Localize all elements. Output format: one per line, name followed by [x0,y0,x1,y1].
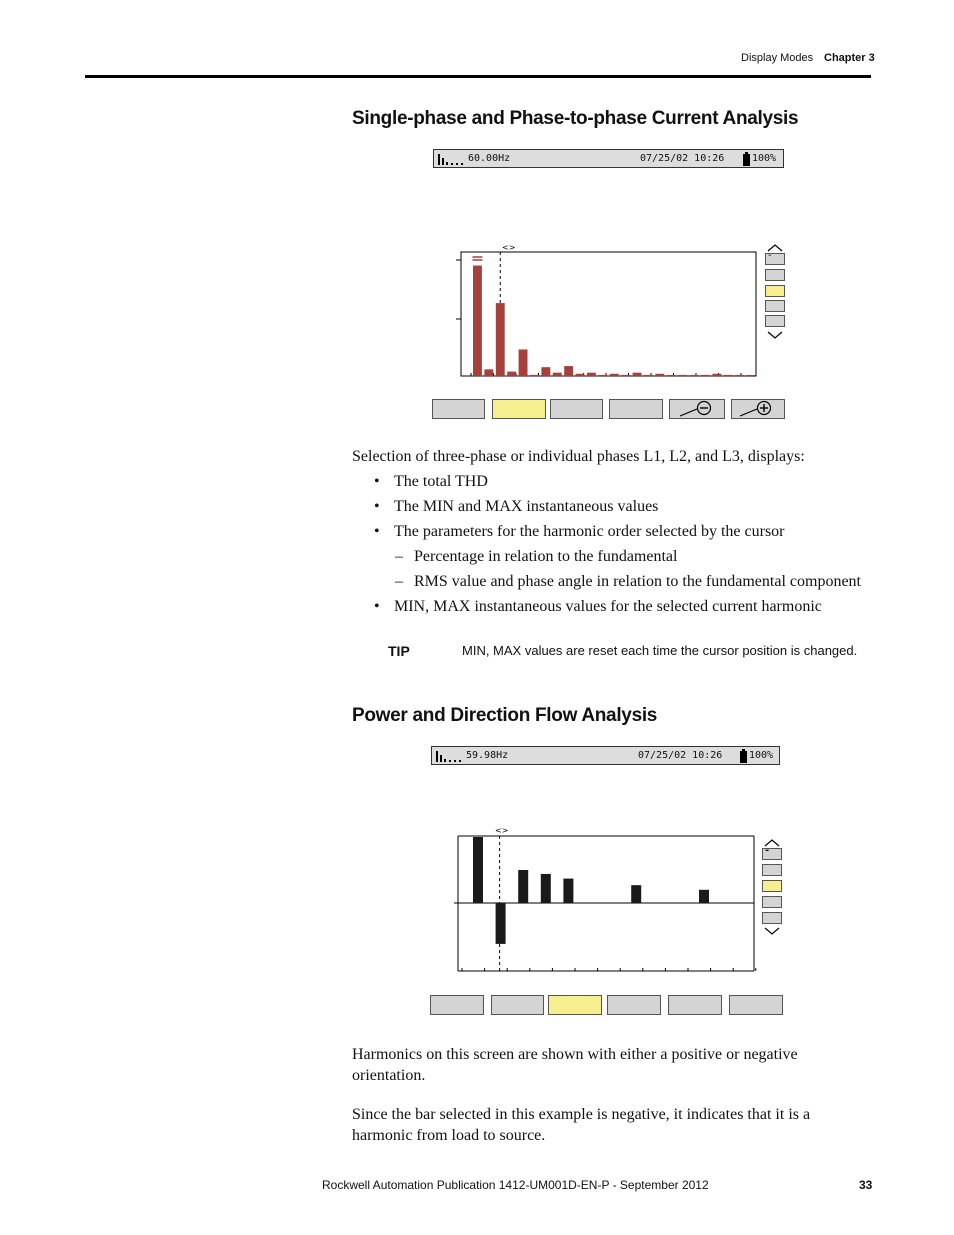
minus-label: - [768,250,772,261]
section-title-power-flow: Power and Direction Flow Analysis [352,705,658,726]
function-button-5[interactable] [668,995,722,1015]
plot-frame [461,252,756,376]
side-button-3[interactable] [765,285,785,297]
frequency-readout: 60.00Hz [468,153,511,164]
zoom-in-icon [732,400,784,418]
header-rule [85,75,871,78]
side-button-4[interactable] [762,896,782,908]
harmonic-bar [690,375,699,376]
function-button-4[interactable] [609,399,663,419]
harmonic-bar [701,375,710,376]
function-button-3[interactable] [548,995,602,1015]
harmonic-bar [541,874,551,903]
harmonic-bar [587,373,596,376]
harmonic-bar [507,372,516,376]
zoom-out-button[interactable] [669,399,725,419]
side-button-5[interactable] [762,912,782,924]
harmonic-bar [473,266,482,376]
status-bar [431,746,780,765]
datetime-readout: 07/25/02 10:26 [638,750,723,761]
zoom-in-button[interactable] [731,399,785,419]
sub-bullet-percentage: Percentage in relation to the fundamental [414,548,678,565]
function-button-1[interactable] [432,399,485,419]
bullet-dot: • [374,473,380,490]
harmonic-bar [747,375,756,376]
bullet-min-max-harmonic: MIN, MAX instantaneous values for the selected current harmonic [394,598,822,615]
tip-label: TIP [388,643,410,659]
running-header-section: Display Modes [741,52,814,64]
minus-label: - [765,845,770,856]
sub-bullet-dash: – [395,573,403,590]
harmonic-bar [563,879,573,903]
function-button-3[interactable] [550,399,603,419]
bullet-parameters: The parameters for the harmonic order selected by the cursor [394,523,785,540]
battery-icon [743,152,751,166]
function-button-2[interactable] [492,399,546,419]
scroll-down-icon[interactable] [766,331,784,340]
bullet-dot: • [374,598,380,615]
intro-paragraph: Selection of three-phase or individual phases L1, L2, and L3, displays: [352,448,805,465]
current-harmonics-chart [452,240,758,382]
function-button-1[interactable] [430,995,484,1015]
function-button-2[interactable] [491,995,544,1015]
bullet-min-max: The MIN and MAX instantaneous values [394,498,659,515]
harmonic-bar [553,373,562,376]
harmonic-bar [530,375,539,376]
battery-readout: 100% [749,750,774,761]
frequency-readout: 59.98Hz [466,750,509,761]
harmonic-bar [621,375,630,376]
harmonic-bar [564,366,573,376]
function-button-6[interactable] [729,995,783,1015]
status-bar [433,149,784,168]
harmonic-bar [473,837,483,903]
page-number: 33 [859,1178,873,1192]
power-flow-chart [452,824,758,976]
harmonics-icon [435,749,465,763]
cursor-marker: <> [495,826,509,835]
harmonic-bar [484,369,493,376]
battery-readout: 100% [752,153,777,164]
harmonic-bar [633,373,642,376]
harmonic-bar [541,367,550,376]
harmonic-bar [631,885,641,903]
bullet-dot: • [374,523,380,540]
side-button-2[interactable] [765,269,785,281]
harmonic-bar [712,374,721,376]
sub-bullet-rms: RMS value and phase angle in relation to the fundamental component [414,573,861,590]
running-header-chapter: Chapter 3 [824,52,875,64]
harmonic-bar [519,349,528,376]
side-button-1[interactable] [765,250,785,265]
paragraph-negative-bar: Since the bar selected in this example is negative, it indicates that it is a harmonic from load to source. [352,1106,811,1144]
harmonic-bar [610,374,619,376]
bullet-dot: • [374,498,380,515]
harmonic-bar [724,375,733,376]
side-button-1[interactable] [762,845,782,860]
side-button-4[interactable] [765,300,785,312]
side-button-2[interactable] [762,864,782,876]
footer-publication: Rockwell Automation Publication 1412-UM001D-EN-P - September 2012 [322,1178,709,1192]
cursor-marker: <> [502,243,516,252]
tip-text: MIN, MAX values are reset each time the cursor position is changed. [462,643,858,658]
sub-bullet-dash: – [395,548,403,565]
harmonic-bar [644,375,653,376]
harmonic-bar [678,375,687,376]
datetime-readout: 07/25/02 10:26 [640,153,725,164]
harmonic-bar [699,890,709,903]
harmonic-bar [667,375,676,376]
section-title-current-analysis: Single-phase and Phase-to-phase Current Analysis [352,108,799,129]
harmonic-bar [496,903,506,944]
battery-icon [740,749,748,763]
harmonics-icon [437,152,467,166]
harmonic-bar [496,303,505,376]
harmonic-bar [655,374,664,376]
function-button-4[interactable] [607,995,661,1015]
bullet-total-thd: The total THD [394,473,488,490]
harmonic-bar [598,375,607,376]
paragraph-orientation: Harmonics on this screen are shown with either a positive or negative orientation. [352,1046,798,1084]
side-button-3[interactable] [762,880,782,892]
harmonic-bar [518,870,528,903]
side-button-5[interactable] [765,315,785,327]
scroll-down-icon[interactable] [763,927,781,936]
zoom-out-icon [670,400,724,418]
harmonic-bar [735,375,744,376]
harmonic-bar [576,374,585,376]
